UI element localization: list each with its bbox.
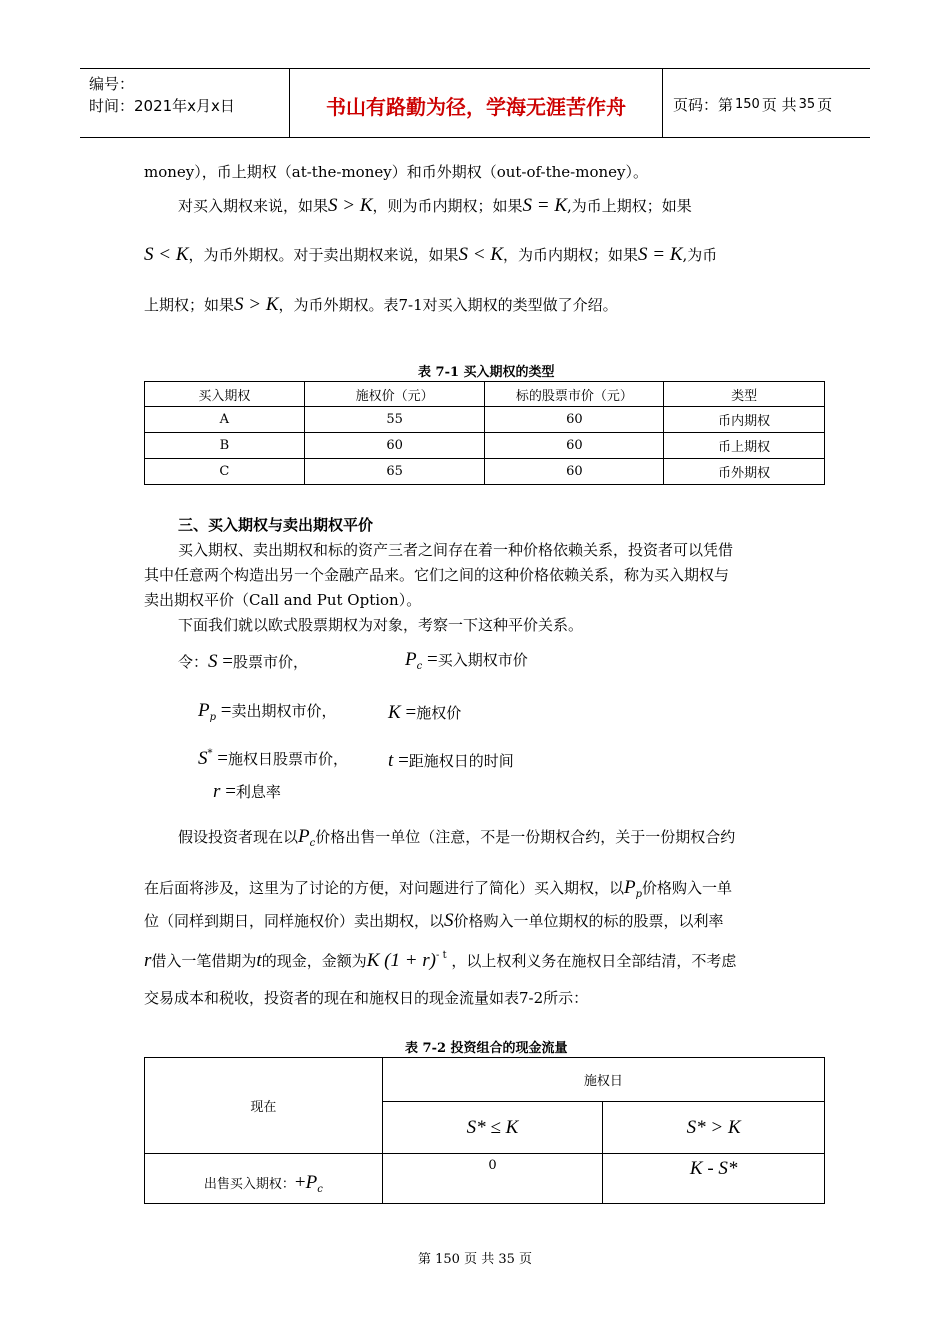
subscript-c: c: [309, 838, 316, 849]
text: 在后面将涉及，这里为了讨论的方便，对问题进行了简化）买入期权，以: [144, 879, 625, 897]
text: 页 共: [464, 1252, 495, 1267]
table-header-row: [145, 382, 825, 407]
table-call-option-types: [144, 381, 825, 485]
table-cell: B: [145, 433, 305, 459]
equals: =: [398, 750, 409, 771]
page-number: 150: [735, 96, 760, 112]
def-t: [388, 750, 514, 772]
text: 卖出期权市价，: [231, 702, 337, 720]
page-prefix: 页码：第: [673, 95, 734, 114]
header-meta: [80, 69, 290, 137]
para4-line2: [144, 877, 732, 900]
text: 出售买入期权：: [203, 1177, 295, 1192]
def-k: [388, 702, 461, 724]
section3-p1-line2: 其中任意两个构造出另一个金融产品来。它们之间的这种价格依赖关系，称为买入期权与: [144, 566, 730, 584]
section3-p1-line1: 买入期权、卖出期权和标的资产三者之间存在着一种价格依赖关系，投资者可以凭借: [178, 541, 734, 559]
text: 页: [519, 1252, 533, 1267]
page-suffix: 页: [817, 95, 833, 114]
formula-discount: K (1 + r): [366, 950, 437, 971]
symbol-r: r: [213, 781, 221, 802]
symbol-p: P: [298, 826, 310, 847]
table-cell: A: [145, 407, 305, 433]
section-title: 三、买入期权与卖出期权平价: [178, 516, 374, 534]
text: 价格购入一单: [642, 879, 733, 897]
table-cell: [603, 1154, 825, 1204]
table-header-cell: 标的股票市价（元）: [485, 382, 664, 407]
table-cell: 60: [485, 459, 664, 485]
number-label: 编号：: [89, 75, 135, 93]
table1-caption: 表 7-1 买入期权的类型: [418, 365, 555, 380]
plus-sign: +: [294, 1172, 306, 1193]
symbol-t: t: [256, 950, 262, 971]
table-row: [145, 407, 825, 433]
text: ，为币外期权。表7-1对买入期权的类型做了介绍。: [278, 296, 618, 314]
text: 令：: [178, 653, 209, 671]
formula-s-lt-k: S < K: [144, 244, 189, 265]
equals: =: [220, 700, 232, 721]
formula-s-eq-k: S = K: [638, 244, 683, 265]
text: 价格购入一单位期权的标的股票，以利率: [453, 912, 724, 930]
symbol-k: K: [388, 702, 401, 723]
para2-line3: [144, 294, 618, 316]
page-total: 35: [798, 96, 816, 112]
para2-line2: [144, 244, 717, 266]
table-row: [145, 459, 825, 485]
table-cell: 0: [382, 1154, 603, 1204]
text: ，则为币内期权；如果: [372, 197, 523, 215]
table-cell: 币内期权: [664, 407, 825, 433]
time-label: 时间：2021年x月x日: [89, 97, 235, 115]
equals: =: [225, 781, 236, 802]
table-header-cell-s-le-k: [382, 1102, 603, 1154]
page-footer: [0, 1248, 950, 1267]
table-header-cell-s-gt-k: [603, 1102, 825, 1154]
text: 距施权日的时间: [408, 752, 514, 770]
formula-s-gt-k: S* > K: [686, 1116, 741, 1138]
subscript-c: c: [416, 661, 423, 672]
para-money-types: money），币上期权（at-the-money）和币外期权（out-of-the-money）。: [144, 163, 649, 181]
superscript-star: *: [207, 748, 213, 759]
subscript-p: p: [209, 712, 217, 723]
table-header-row: [145, 1058, 825, 1102]
table-cell: C: [145, 459, 305, 485]
text: ，为币内期权；如果: [503, 246, 639, 264]
text: 对买入期权来说，如果: [178, 197, 329, 215]
formula-s-lt-k: S < K: [458, 244, 504, 265]
symbol-t: t: [388, 750, 394, 771]
table2-caption: 表 7-2 投资组合的现金流量: [405, 1041, 568, 1056]
table-cell: 65: [304, 459, 485, 485]
footer-page-total: 35: [498, 1252, 515, 1267]
symbol-s: S: [444, 910, 454, 931]
text: 施权日股票市价，: [228, 750, 349, 768]
para4-line1: [178, 826, 735, 849]
symbol-p: P: [624, 877, 636, 898]
text: ,为币: [682, 246, 718, 264]
table-cell: 55: [304, 407, 485, 433]
subscript-c: c: [317, 1184, 323, 1195]
formula-s-gt-k: S > K: [234, 294, 279, 315]
def-sstar: [198, 748, 348, 770]
formula-k-minus-s: K - S*: [689, 1158, 738, 1179]
text: 施权价: [416, 704, 462, 722]
table-header-cell: 施权价（元）: [304, 382, 485, 407]
text: ，为币外期权。对于卖出期权来说，如果: [188, 246, 459, 264]
table-row: [145, 433, 825, 459]
table-header-cell-now: 现在: [145, 1058, 383, 1154]
table-cell: 60: [304, 433, 485, 459]
table-cell-label: [145, 1154, 383, 1204]
para4-line3: [144, 910, 724, 932]
text: 价格出售一单位（注意，不是一份期权合约，关于一份期权合约: [315, 828, 736, 846]
text: 第: [417, 1252, 431, 1267]
symbol-p: P: [305, 1172, 318, 1193]
text: 股票市价，: [233, 653, 309, 671]
header-motto: 书山有路勤为径，学海无涯苦作舟: [290, 69, 663, 137]
def-pc: [405, 649, 528, 672]
table-header-cell: 类型: [664, 382, 825, 407]
def-r: [213, 781, 281, 803]
text: 买入期权市价: [437, 651, 528, 669]
symbol-s: S: [208, 651, 218, 672]
formula-s-le-k: S* ≤ K: [466, 1116, 519, 1138]
para4-line4: [144, 950, 736, 972]
equals: =: [405, 702, 417, 723]
formula-s-gt-k: S > K: [328, 195, 373, 216]
header-page-info: [663, 69, 870, 137]
text: ,为币上期权；如果: [567, 197, 692, 215]
equals: =: [222, 651, 234, 672]
def-s: [178, 651, 308, 673]
text: 借入一笔借期为: [151, 952, 257, 970]
text: 假设投资者现在以: [178, 828, 299, 846]
symbol-p: P: [198, 700, 210, 721]
symbol-p: P: [405, 649, 417, 670]
symbol-s: S: [198, 748, 208, 769]
section3-p2: 下面我们就以欧式股票期权为对象，考察一下这种平价关系。: [178, 616, 584, 634]
subscript-p: p: [635, 889, 643, 900]
text: 位（同样到期日，同样施权价）卖出期权，以: [144, 912, 445, 930]
table-row: [145, 1154, 825, 1204]
footer-page-number: 150: [435, 1252, 460, 1267]
table-cell: 币上期权: [664, 433, 825, 459]
text: 上期权；如果: [144, 296, 235, 314]
page-header: [80, 68, 870, 138]
formula-exponent: - t: [436, 950, 447, 961]
table-cash-flow: [144, 1057, 825, 1204]
equals: =: [217, 748, 228, 769]
def-pp: [198, 700, 337, 723]
para4-line5: 交易成本和税收，投资者的现在和施权日的现金流量如表7-2所示：: [144, 989, 589, 1007]
section3-p1-line3: 卖出期权平价（Call and Put Option）。: [144, 591, 422, 609]
formula-s-eq-k: S = K: [522, 195, 568, 216]
table-cell: 60: [485, 407, 664, 433]
para2-line1: [178, 195, 692, 217]
table-cell: 60: [485, 433, 664, 459]
text: ，以上权利义务在施权日全部结清，不考虑: [451, 952, 737, 970]
table-cell: 币外期权: [664, 459, 825, 485]
text: 的现金，金额为: [261, 952, 367, 970]
page-mid: 页 共: [761, 95, 797, 114]
table-header-cell-exercise-day: 施权日: [382, 1058, 824, 1102]
equals: =: [427, 649, 438, 670]
symbol-r: r: [144, 950, 152, 971]
text: 利息率: [235, 783, 281, 801]
table-header-cell: 买入期权: [145, 382, 305, 407]
